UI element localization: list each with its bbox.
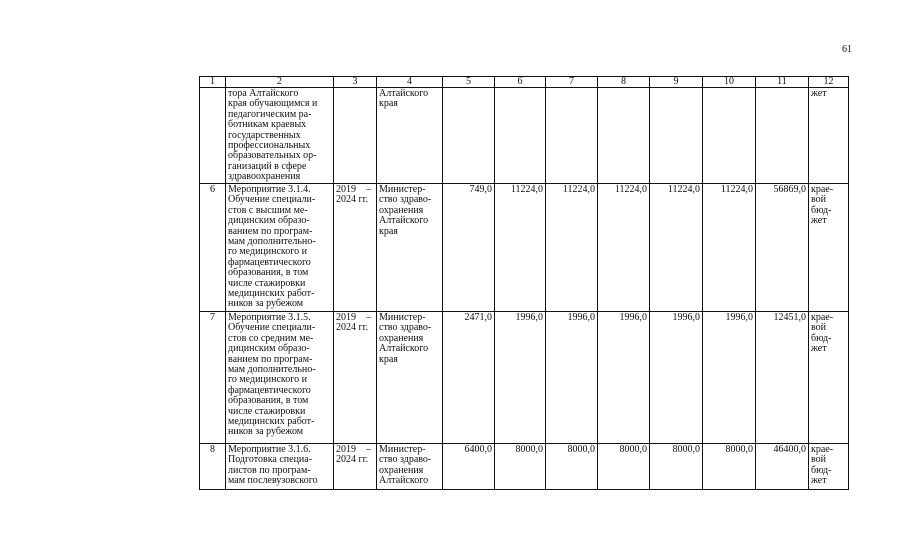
column-header: 11: [756, 77, 809, 88]
table-row: [200, 88, 849, 184]
column-header: 2: [226, 77, 334, 88]
column-header: 3: [334, 77, 377, 88]
amount-2019: 2471,0: [443, 312, 495, 444]
column-header: 1: [200, 77, 226, 88]
row-number: 7: [200, 312, 226, 444]
amount-2020: 11224,0: [495, 184, 546, 312]
amount-total: 12451,0: [756, 312, 809, 444]
row-number: 6: [200, 184, 226, 312]
funding-source: крае- вой бюд- жет: [809, 444, 849, 490]
column-header: 9: [650, 77, 703, 88]
amount-2020: 1996,0: [495, 312, 546, 444]
amount-2020: 8000,0: [495, 444, 546, 490]
amount-2021: 8000,0: [546, 444, 598, 490]
amount-2024: 8000,0: [703, 444, 756, 490]
event-description: Мероприятие 3.1.5. Обучение специали- стов со средним ме- дицинским образо- ванием по програм- мам дополнительно- го медицинского и фармацевтического образования, в том числе стажировки медицинских работ- ников за рубежом: [226, 312, 334, 444]
table-row: [200, 312, 849, 444]
amount-2021: 1996,0: [546, 312, 598, 444]
column-header: 4: [377, 77, 443, 88]
event-description: Мероприятие 3.1.6. Подготовка специа- листов по програм- мам послевузовского: [226, 444, 334, 490]
amount-2024: 1996,0: [703, 312, 756, 444]
column-header: 7: [546, 77, 598, 88]
amount-2020: [495, 88, 546, 184]
row-number: [200, 88, 226, 184]
column-header: 10: [703, 77, 756, 88]
amount-2024: 11224,0: [703, 184, 756, 312]
amount-2022: 11224,0: [598, 184, 650, 312]
period: 2019 – 2024 гг.: [334, 444, 377, 490]
funding-source: жет: [809, 88, 849, 184]
amount-2023: 8000,0: [650, 444, 703, 490]
funding-source: крае- вой бюд- жет: [809, 312, 849, 444]
event-description: тора Алтайского края обучающимся и педагогическим ра- ботникам краевых государственных профессиональных образовательных ор- ганизаций в сфере здравоохранения: [226, 88, 334, 184]
event-description: Мероприятие 3.1.4. Обучение специали- стов с высшим ме- дицинским образо- ванием по програм- мам дополнительно- го медицинского и фармацевтического образования, в том числе стажировки медицинских работ- ников за рубежом: [226, 184, 334, 312]
column-number-row: [200, 77, 849, 88]
table-row: [200, 444, 849, 490]
column-header: 12: [809, 77, 849, 88]
amount-2019: 749,0: [443, 184, 495, 312]
period: 2019 – 2024 гг.: [334, 312, 377, 444]
amount-2022: 8000,0: [598, 444, 650, 490]
amount-total: [756, 88, 809, 184]
executor: Алтайского края: [377, 88, 443, 184]
column-header: 5: [443, 77, 495, 88]
executor: Министер- ство здраво- охранения Алтайского: [377, 444, 443, 490]
page-number: 61: [842, 44, 852, 55]
amount-2019: 6400,0: [443, 444, 495, 490]
amount-2022: [598, 88, 650, 184]
program-table: [199, 76, 849, 490]
amount-total: 46400,0: [756, 444, 809, 490]
executor: Министер- ство здраво- охранения Алтайского края: [377, 312, 443, 444]
column-header: 8: [598, 77, 650, 88]
executor: Министер- ство здраво- охранения Алтайского края: [377, 184, 443, 312]
amount-2022: 1996,0: [598, 312, 650, 444]
amount-total: 56869,0: [756, 184, 809, 312]
table-row: [200, 184, 849, 312]
amount-2023: 1996,0: [650, 312, 703, 444]
row-number: 8: [200, 444, 226, 490]
amount-2023: 11224,0: [650, 184, 703, 312]
amount-2024: [703, 88, 756, 184]
funding-source: крае- вой бюд- жет: [809, 184, 849, 312]
amount-2021: 11224,0: [546, 184, 598, 312]
amount-2019: [443, 88, 495, 184]
amount-2021: [546, 88, 598, 184]
period: 2019 – 2024 гг.: [334, 184, 377, 312]
period: [334, 88, 377, 184]
amount-2023: [650, 88, 703, 184]
column-header: 6: [495, 77, 546, 88]
